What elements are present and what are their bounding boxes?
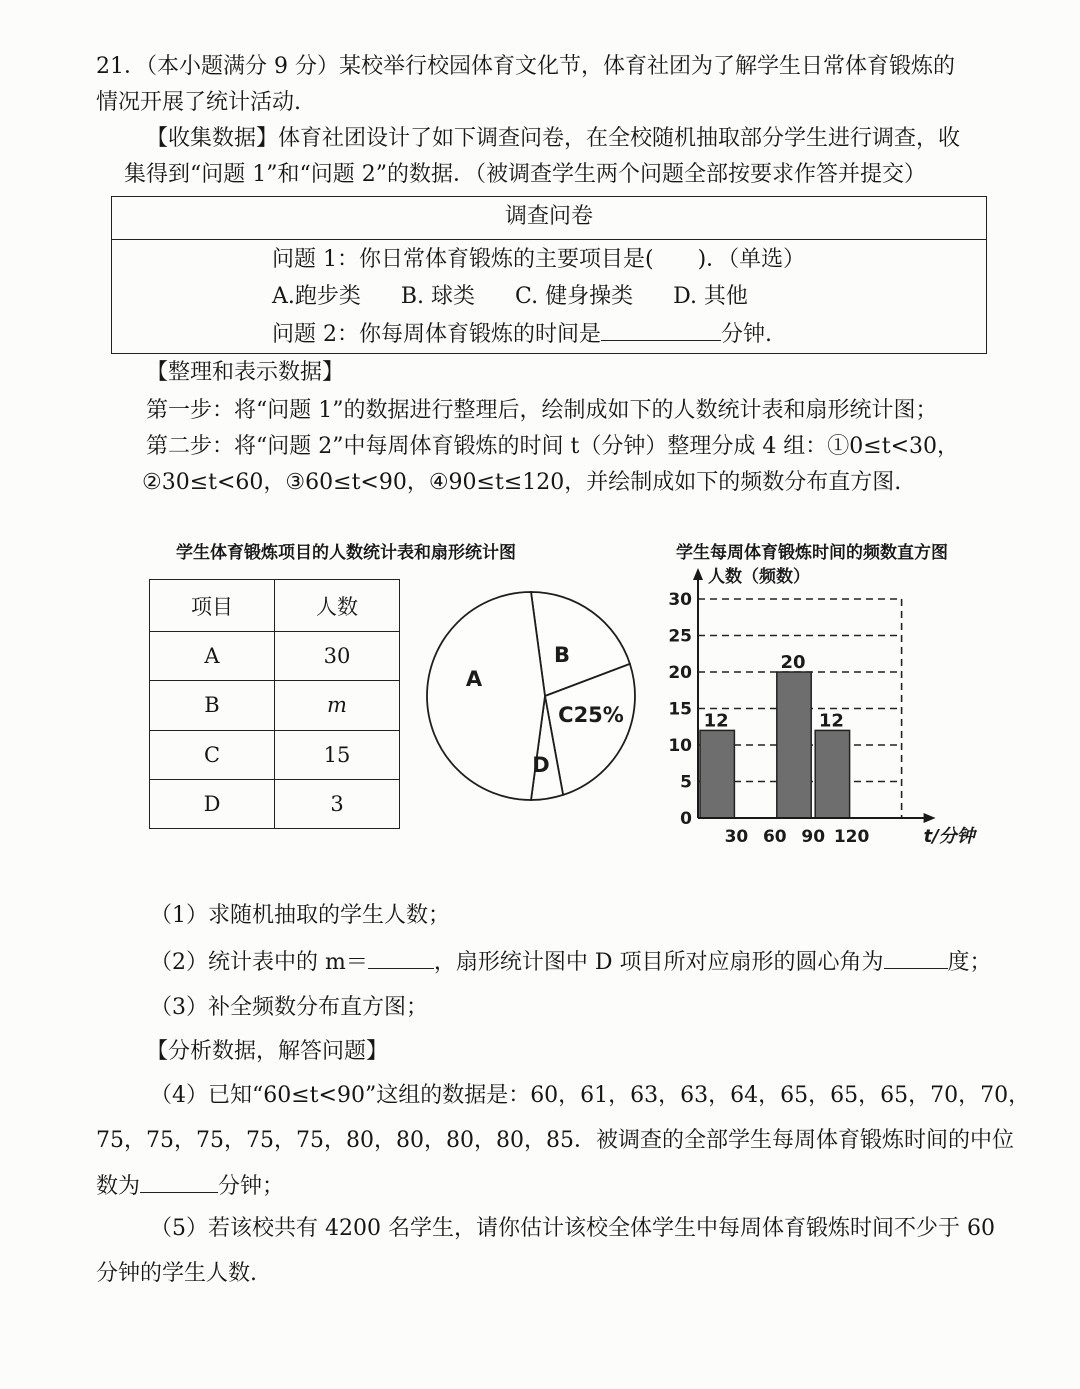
survey-question-2 xyxy=(272,318,772,350)
question-1: （1）求随机抽取的学生人数； xyxy=(150,903,450,928)
bar-value-label: 12 xyxy=(818,710,844,732)
histogram-title: 学生每周体育锻炼时间的频数直方图 xyxy=(676,543,948,563)
q2-part-c: 度； xyxy=(947,950,992,975)
step2-line1: 第二步：将“问题 2”中每周体育锻炼的时间 t（分钟）整理分成 4 组：①0≤t<30， xyxy=(146,434,960,459)
x-tick-label: 60 xyxy=(762,827,787,847)
x-tick-label: 30 xyxy=(724,827,749,847)
histogram-bar xyxy=(777,672,811,818)
q4-text: 数为 xyxy=(96,1174,141,1199)
question-2 xyxy=(150,946,992,978)
bar-value-label: 12 xyxy=(703,710,729,732)
organize-heading: 【整理和表示数据】 xyxy=(146,360,345,385)
pie-label: B xyxy=(553,643,571,667)
table-cell: C xyxy=(150,730,275,779)
analysis-heading: 【分析数据，解答问题】 xyxy=(146,1039,389,1064)
y-tick-label: 30 xyxy=(668,590,692,610)
survey-title: 调查问卷 xyxy=(112,197,986,240)
table-row xyxy=(150,779,400,828)
survey-q2-text: 问题 2：你每周体育锻炼的时间是 xyxy=(272,322,601,347)
survey-q2-unit: 分钟. xyxy=(721,322,772,347)
q2-part-a: （2）统计表中的 m＝ xyxy=(150,950,368,975)
option-b: B. 球类 xyxy=(400,284,476,309)
step2-line2: ②30≤t<60，③60≤t<90，④90≤t≤120，并绘制成如下的频数分布直方图. xyxy=(142,470,902,495)
survey-options xyxy=(272,282,748,312)
problem-header-line2: 情况开展了统计活动. xyxy=(96,90,301,115)
question-5-line2: 分钟的学生人数. xyxy=(96,1261,257,1286)
answer-blank xyxy=(368,946,434,969)
q4-unit: 分钟； xyxy=(218,1174,285,1199)
table-cell: A xyxy=(150,632,275,681)
answer-blank xyxy=(884,946,948,969)
x-tick-label: 120 xyxy=(833,827,870,847)
x-axis-arrow xyxy=(924,813,936,823)
table-cell: B xyxy=(150,681,275,730)
table-header-row xyxy=(150,580,400,632)
table-row xyxy=(150,681,400,730)
survey-box xyxy=(111,196,987,354)
table-row xyxy=(150,730,400,779)
histogram-bar xyxy=(700,730,734,818)
question-3: （3）补全频数分布直方图； xyxy=(150,995,428,1020)
problem-header-line1: 21．（本小题满分 9 分）某校举行校园体育文化节，体育社团为了解学生日常体育锻炼的 xyxy=(96,54,955,79)
option-c: C. 健身操类 xyxy=(515,284,634,309)
table-cell: 3 xyxy=(275,779,400,828)
x-axis-label: t/分钟 xyxy=(923,826,975,847)
collect-data-line1: 【收集数据】体育社团设计了如下调查问卷，在全校随机抽取部分学生进行调查，收 xyxy=(146,126,961,151)
option-a: A.跑步类 xyxy=(272,284,361,309)
pie-label: A xyxy=(465,667,483,691)
statistics-table xyxy=(149,579,400,829)
question-4-line1: （4）已知“60≤t<90”这组的数据是：60，61，63，63，64，65，65，65，70，70， xyxy=(150,1083,1031,1108)
table-row xyxy=(150,632,400,681)
table-header-item: 项目 xyxy=(150,580,275,632)
x-tick-label: 90 xyxy=(801,827,826,847)
y-tick-label: 15 xyxy=(668,699,692,720)
table-cell: m xyxy=(275,681,400,730)
question-4-line3 xyxy=(96,1170,284,1202)
step1-text: 第一步：将“问题 1”的数据进行整理后，绘制成如下的人数统计表和扇形统计图； xyxy=(146,398,938,423)
q2-part-b: ，扇形统计图中 D 项目所对应扇形的圆心角为 xyxy=(433,950,884,975)
pie-slice xyxy=(427,592,545,800)
y-tick-label: 25 xyxy=(668,626,692,647)
y-tick-label: 10 xyxy=(668,736,692,756)
y-axis-label: 人数（频数） xyxy=(708,567,810,587)
option-d: D. 其他 xyxy=(673,284,748,309)
table-pie-title: 学生体育锻炼项目的人数统计表和扇形统计图 xyxy=(176,543,516,563)
collect-data-line2: 集得到“问题 1”和“问题 2”的数据．（被调查学生两个问题全部按要求作答并提交） xyxy=(124,162,926,187)
question-4-line2: 75，75，75，75，75，80，80，80，80，85．被调查的全部学生每周体育锻炼时间的中位 xyxy=(96,1128,1014,1153)
frequency-histogram xyxy=(660,560,1005,855)
table-header-count: 人数 xyxy=(275,580,400,632)
pie-label: C25% xyxy=(558,703,624,727)
table-cell: 15 xyxy=(275,730,400,779)
table-cell: 30 xyxy=(275,632,400,681)
pie-chart xyxy=(420,585,650,815)
answer-blank xyxy=(601,318,721,341)
y-tick-label: 5 xyxy=(680,772,692,793)
answer-blank xyxy=(140,1170,218,1193)
survey-question-1: 问题 1：你日常体育锻炼的主要项目是( )．（单选） xyxy=(272,247,806,272)
y-axis-arrow xyxy=(693,568,703,580)
y-tick-label: 0 xyxy=(680,809,692,829)
bar-value-label: 20 xyxy=(780,652,806,673)
pie-label: D xyxy=(532,753,550,777)
histogram-bar xyxy=(815,730,849,818)
question-5-line1: （5）若该校共有 4200 名学生，请你估计该校全体学生中每周体育锻炼时间不少于 60 xyxy=(150,1216,995,1241)
y-tick-label: 20 xyxy=(668,663,692,683)
table-cell: D xyxy=(150,779,275,828)
